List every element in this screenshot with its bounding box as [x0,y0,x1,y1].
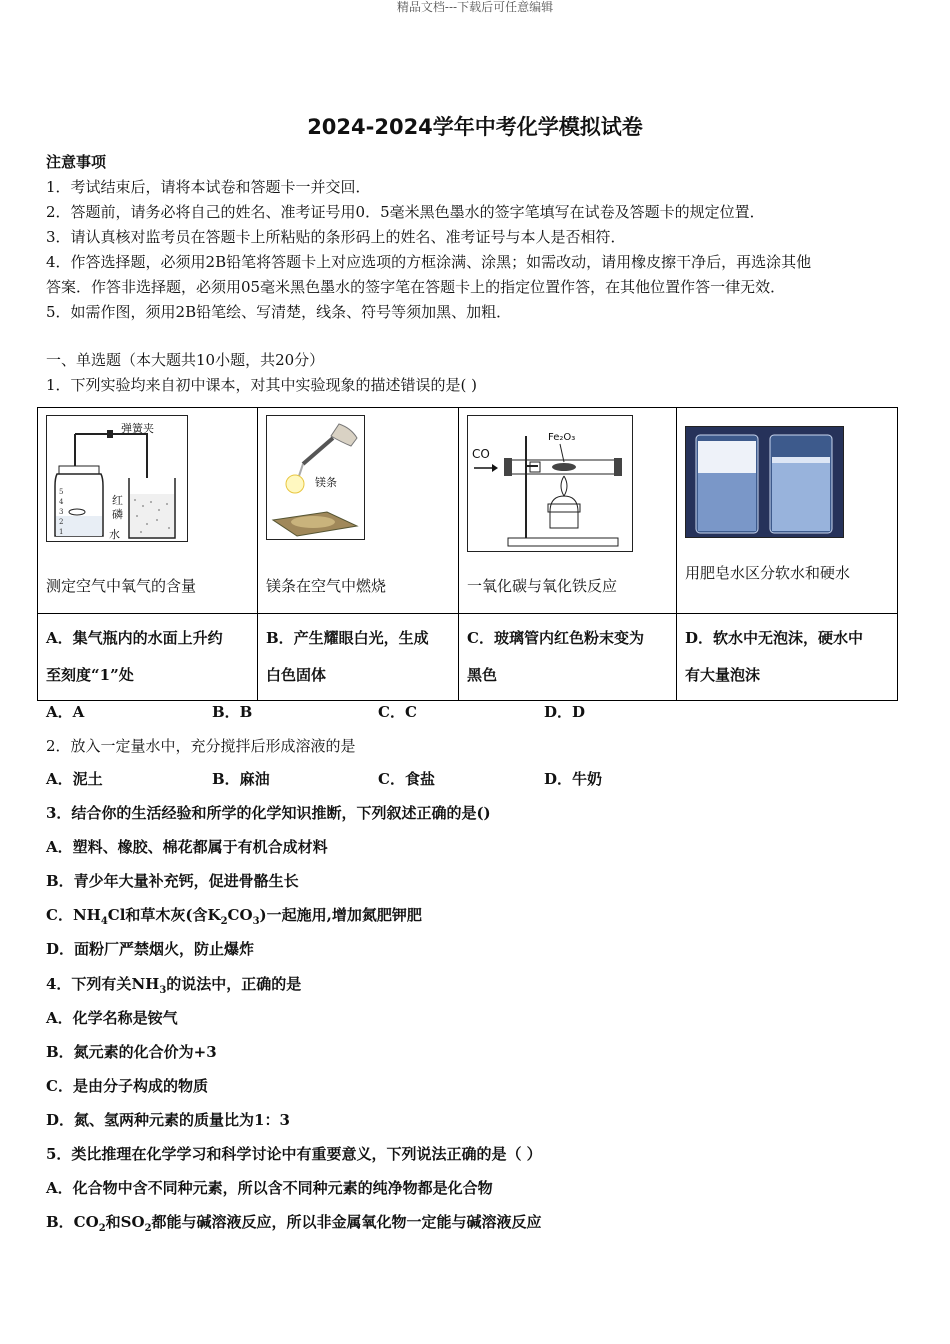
option-text: A．集气瓶内的水面上升约 [46,629,223,647]
figure-label-fe2o3: Fe₂O₃ [548,432,576,443]
question-2-choices [46,768,906,790]
option-cell-d [677,614,898,701]
option-cell-b [258,614,459,701]
svg-text:1: 1 [59,528,64,536]
experiment-cell-b [258,408,459,614]
option-text: D．软水中无泡沫，硬水中 [685,629,864,647]
page-title: 2024-2024学年中考化学模拟试卷 [307,115,643,139]
figure-label-spring-clip: 弹簧夹 [121,422,154,435]
note-item: 3．请认真核对监考员在答题卡上所粘贴的条形码上的姓名、准考证号与本人是否相符． [46,228,626,246]
figure-label-red: 红 [112,494,123,507]
question-1-choices [46,701,906,723]
magnesium-burning-figure [266,415,365,540]
option-cell-a [38,614,258,701]
question-4-option-b[interactable]: B．氮元素的化合价为+3 [46,1043,217,1061]
svg-text:4: 4 [59,498,64,506]
soap-water-beakers-figure [685,426,844,538]
option-text: 白色固体 [266,666,327,684]
figure-label-phosphorus: 磷 [112,508,123,521]
svg-text:2: 2 [59,518,64,526]
note-item: 1．考试结束后，请将本试卷和答题卡一并交回． [46,178,371,196]
question-4-option-d[interactable]: D．氮、氢两种元素的质量比为1：3 [46,1111,290,1129]
figure-label-mg-strip: 镁条 [315,476,337,489]
question-2-stem: 2．放入一定量水中，充分搅拌后形成溶液的是 [46,737,356,755]
figure-label-co: CO [472,447,490,461]
svg-text:3: 3 [59,508,64,516]
oxygen-measurement-apparatus-figure [46,415,188,542]
question-3-option-a[interactable]: A．塑料、橡胶、棉花都属于有机合成材料 [46,838,328,856]
question-4-option-c[interactable]: C．是由分子构成的物质 [46,1077,208,1095]
note-item: 4．作答选择题，必须用2B铅笔将答题卡上对应选项的方框涂满、涂黑；如需改动，请用橡皮擦干净后，再选涂其他 [46,253,812,271]
choice[interactable]: A．A [46,703,85,721]
experiment-caption: 一氧化碳与氧化铁反应 [467,577,618,595]
note-item: 5．如需作图，须用2B铅笔绘、写清楚，线条、符号等须加黑、加粗． [46,303,512,321]
experiment-cell-d [677,408,898,614]
question-5-stem: 5．类比推理在化学学习和科学讨论中有重要意义，下列说法正确的是（ ） [46,1145,542,1163]
option-text: 至刻度“1”处 [46,666,134,684]
option-text: C．玻璃管内红色粉末变为 [467,629,644,647]
question-3-option-d[interactable]: D．面粉厂严禁烟火，防止爆炸 [46,940,255,958]
experiment-cell-c [459,408,677,614]
co-iron-oxide-reaction-figure [467,415,633,552]
question-4-stem: 4．下列有关$NH_3$的说法中，正确的是 [46,975,302,996]
figure-label-water: 水 [109,528,120,541]
note-item: 2．答题前，请务必将自己的姓名、准考证号用0．5毫米黑色墨水的签字笔填写在试卷及答题卡的规定位置． [46,203,765,221]
choice[interactable]: B．麻油 [212,770,270,788]
question-3-stem: 3．结合你的生活经验和所学的化学知识推断，下列叙述正确的是() [46,804,491,822]
choice[interactable]: D．D [544,703,586,721]
question-5-option-b[interactable]: B．$CO_2$和$SO_2$都能与碱溶液反应，所以非金属氧化物一定能与碱溶液反应 [46,1213,542,1234]
section-title: 一、单选题（本大题共10小题，共20分） [46,351,325,369]
choice[interactable]: A．泥土 [46,770,103,788]
choice[interactable]: D．牛奶 [544,770,603,788]
choice[interactable]: C．C [378,703,417,721]
option-text: 黑色 [467,666,498,684]
option-text: 有大量泡沫 [685,666,761,684]
question-3-option-b[interactable]: B．青少年大量补充钙，促进骨骼生长 [46,872,299,890]
experiment-table [37,407,898,701]
option-cell-c [459,614,677,701]
experiment-caption: 用肥皂水区分软水和硬水 [685,564,851,582]
choice[interactable]: B．B [212,703,253,721]
experiment-caption: 镁条在空气中燃烧 [266,577,387,595]
header-note: 精品文档---下载后可任意编辑 [396,0,554,14]
option-text: B．产生耀眼白光，生成 [266,629,429,647]
question-3-option-c[interactable]: C．$NH_4Cl$和草木灰(含$K_2CO_3$)一起施用,增加氮肥钾肥 [46,906,422,927]
notes-heading: 注意事项 [46,153,107,171]
question-1-stem: 1．下列实验均来自初中课本，对其中实验现象的描述错误的是( ) [46,376,478,394]
choice[interactable]: C．食盐 [378,770,435,788]
note-item: 答案．作答非选择题，必须用05毫米黑色墨水的签字笔在答题卡上的指定位置作答，在其他位置作答一律无效． [46,278,786,296]
notes-section [46,150,906,325]
question-4-option-a[interactable]: A．化学名称是铵气 [46,1009,178,1027]
svg-text:5: 5 [59,488,64,496]
experiment-caption: 测定空气中氧气的含量 [46,577,197,595]
question-5-option-a[interactable]: A．化合物中含不同种元素，所以含不同种元素的纯净物都是化合物 [46,1179,493,1197]
experiment-cell-a [38,408,258,614]
